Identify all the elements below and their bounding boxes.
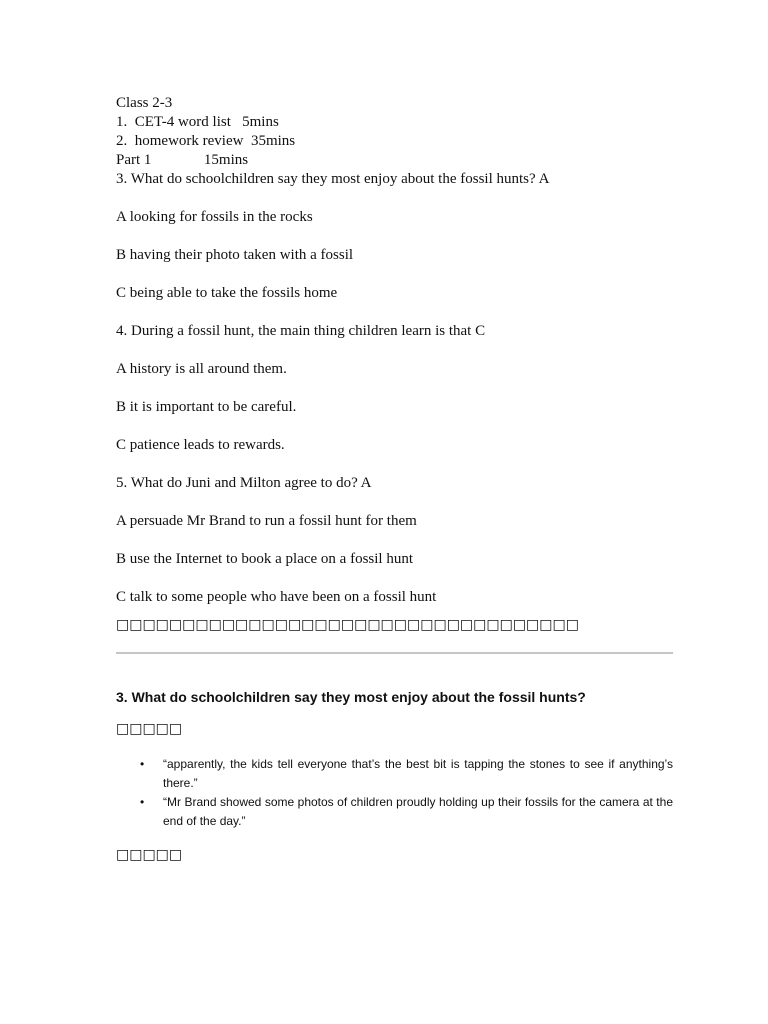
analysis-subhead-2: □□□□□ bbox=[116, 847, 183, 863]
question-4-option-c: C patience leads to rewards. bbox=[116, 437, 285, 453]
question-5: 5. What do Juni and Milton agree to do? A bbox=[116, 475, 372, 491]
question-4-option-b: B it is important to be careful. bbox=[116, 399, 297, 415]
question-4: 4. During a fossil hunt, the main thing children learn is that C bbox=[116, 323, 486, 339]
quote-item bbox=[116, 755, 673, 793]
question-5-option-c: C talk to some people who have been on a fossil hunt bbox=[116, 589, 437, 605]
part-1-line: Part 1 15mins bbox=[116, 152, 249, 168]
plan-item-1: 1. CET-4 word list 5mins bbox=[116, 114, 279, 130]
question-4-option-a: A history is all around them. bbox=[116, 361, 287, 377]
question-3: 3. What do schoolchildren say they most enjoy about the fossil hunts? A bbox=[116, 171, 550, 187]
class-line: Class 2-3 bbox=[116, 95, 173, 111]
question-5-option-b: B use the Internet to book a place on a fossil hunt bbox=[116, 551, 414, 567]
quote-text-2: “Mr Brand showed some photos of children proudly holding up their fossils for the camera at the end of the day.” bbox=[163, 795, 673, 828]
question-3-option-b: B having their photo taken with a fossil bbox=[116, 247, 354, 263]
question-3-option-c: C being able to take the fossils home bbox=[116, 285, 338, 301]
bullet-icon: • bbox=[140, 757, 145, 771]
plan-item-2: 2. homework review 35mins bbox=[116, 133, 296, 149]
document-page bbox=[116, 94, 673, 865]
analysis-subhead-1: □□□□□ bbox=[116, 721, 183, 737]
quote-item bbox=[116, 793, 673, 831]
question-3-option-a: A looking for fossils in the rocks bbox=[116, 209, 313, 225]
quote-list bbox=[116, 755, 673, 831]
boxed-text-line: □□□□□□□□□□□□□□□□□□□□□□□□□□□□□□□□□□□ bbox=[116, 617, 579, 633]
analysis-heading: 3. What do schoolchildren say they most enjoy about the fossil hunts? bbox=[116, 689, 586, 705]
question-5-option-a: A persuade Mr Brand to run a fossil hunt for them bbox=[116, 513, 417, 529]
quote-text-1: “apparently, the kids tell everyone that’s the best bit is tapping the stones to see if anything’s there.” bbox=[163, 757, 673, 790]
horizontal-divider bbox=[116, 652, 673, 654]
bullet-icon: • bbox=[140, 795, 145, 809]
